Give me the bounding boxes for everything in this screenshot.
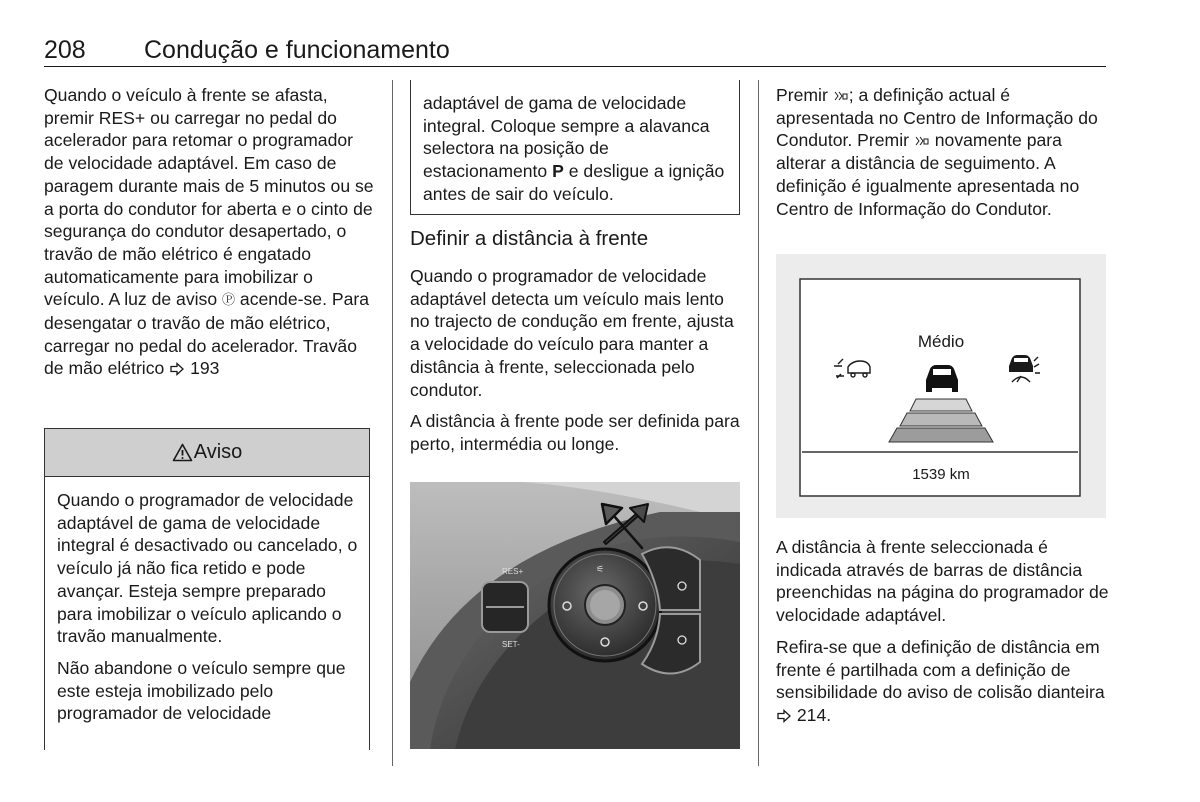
text: Premir (776, 85, 833, 105)
section-heading: Definir a distância à frente (410, 227, 649, 250)
following-distance-icon (833, 89, 849, 103)
column-divider-2 (758, 80, 759, 766)
page-number: 208 (44, 36, 86, 64)
column-2-body (410, 265, 745, 456)
warning-title: Aviso (193, 441, 243, 463)
header-rule (44, 66, 1106, 67)
text: Quando o veículo à frente se afasta, premir RES+ ou carregar no pedal do acelerador para retomar o programador de velocidade adaptável. Em caso de paragem durante mais de 5 minutos ou se a porta do condutor for aberta e o cinto de segurança do condutor desapertado, o travão de mão elétrico é engatado automaticamente para imobilizar o veículo. A luz de aviso (44, 85, 374, 310)
column-3-top (776, 84, 1111, 220)
odometer: 1539 km (912, 466, 970, 483)
column-1 (44, 84, 374, 380)
svg-text:⚟: ⚟ (596, 564, 605, 574)
paragraph-press (776, 84, 1111, 220)
warning-paragraph-2: Não abandone o veículo sempre que este esteja imobilizado pelo programador de velocidade (57, 657, 346, 724)
paragraph-resume (44, 84, 374, 380)
paragraph-bars: A distância à frente seleccionada é indicada através de barras de distância preenchidas na página do programador de velocidade adaptável. (776, 537, 1109, 626)
arrow-right-outline-icon (169, 362, 185, 376)
warning-box (44, 428, 370, 750)
column-divider-1 (392, 80, 393, 766)
warning-box-continued (410, 80, 740, 215)
page-reference[interactable]: 193 (190, 358, 220, 379)
following-distance-icon (914, 134, 930, 148)
column-3-bottom (776, 536, 1111, 727)
arrow-right-outline-icon (776, 709, 792, 723)
steering-wheel-controls-figure (410, 482, 740, 749)
distance-setting: Médio (917, 332, 965, 351)
text: ; a definição actual é apresentada no Centro de Informação do Condutor. Premir (776, 85, 1098, 151)
set-label: SET- (502, 640, 520, 649)
section-title: Condução e funcionamento (144, 36, 450, 64)
driver-info-display-figure (776, 254, 1106, 518)
paragraph-detect: Quando o programador de velocidade adaptável detecta um veículo mais lento no trajecto de condução em frente, ajusta a velocidade do veículo para manter a distância à frente, seleccionada pelo condutor. (410, 266, 734, 400)
text: . (826, 704, 832, 725)
parking-brake-symbol: Ⓟ (222, 292, 236, 308)
warning-header (45, 429, 369, 477)
paragraph-shared-setting (776, 636, 1111, 727)
warning-triangle-icon (172, 443, 193, 462)
text: novamente para alterar a distância de seguimento. A definição é igualmente apresentada no Centro de Informação do Condutor. (776, 130, 1080, 219)
text: acende-se. Para desengatar o travão de mão elétrico, carregar no pedal do acelerador. Travão de mão elétrico (44, 289, 370, 379)
text: Refira-se que a definição de distância em frente é partilhada com a definição de sensibilidade do aviso de colisão dianteira (776, 636, 1105, 703)
gear-p: P (552, 161, 564, 182)
car-ahead-icon (926, 365, 958, 392)
res-label: RES+ (502, 567, 524, 576)
paragraph-range: A distância à frente pode ser definida para perto, intermédia ou longe. (410, 411, 740, 454)
page-reference[interactable]: 214 (796, 704, 827, 725)
text: e desligue a ignição antes de sair do veículo. (423, 161, 725, 204)
warning-paragraph-1: Quando o programador de velocidade adaptável de gama de velocidade integral é desactivado ou cancelado, o veículo já não fica retido e pode avançar. Esteja sempre preparado para imobilizar o veículo aplicando o travão manualmente. (57, 490, 358, 647)
text: adaptável de gama de velocidade integral. Coloque sempre a alavanca selectora na posição de estacionamento (423, 93, 710, 182)
